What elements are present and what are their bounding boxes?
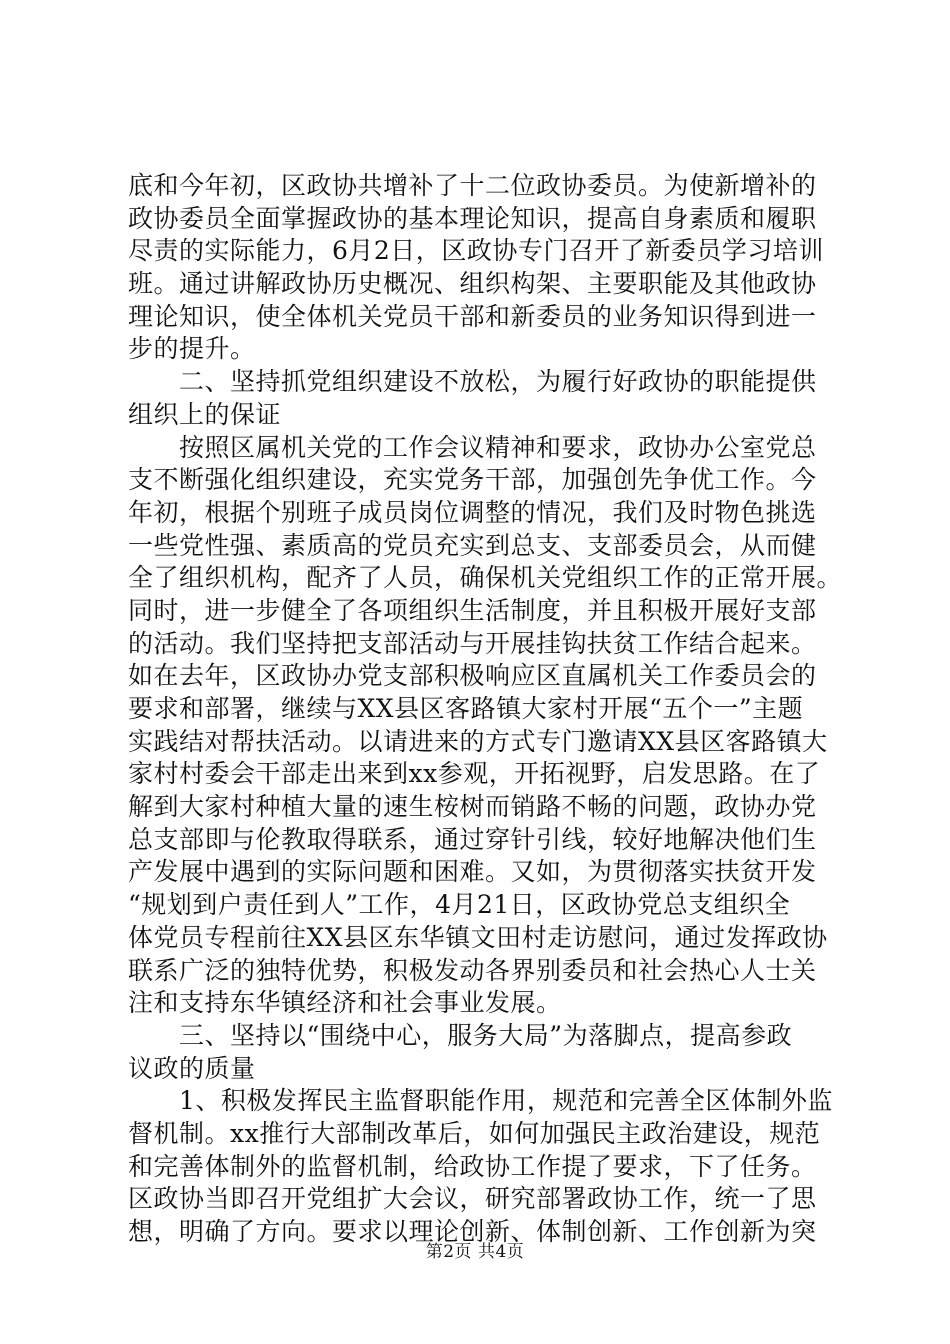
text-line: 家村村委会干部走出来到xx参观，开拓视野，启发思路。在了: [128, 759, 821, 789]
text-line: 1、积极发挥民主监督职能作用，规范和完善全区体制外监: [128, 1086, 833, 1116]
text-line: 如在去年，区政协办党支部积极响应区直属机关工作委员会的: [128, 661, 817, 691]
text-line: 步的提升。: [128, 334, 256, 364]
text-line: 联系广泛的独特优势，积极发动各界别委员和社会热心人士关: [128, 955, 817, 985]
text-line: 支不断强化组织建设，充实党务干部，加强创先争优工作。今: [128, 465, 817, 495]
text-line: 解到大家村种植大量的速生桉树而销路不畅的问题，政协办党: [128, 792, 817, 822]
text-line: 组织上的保证: [128, 399, 282, 429]
text-line: 产发展中遇到的实际问题和困难。又如，为贯彻落实扶贫开发: [128, 857, 817, 887]
page-footer: 第2页 共4页: [425, 1242, 525, 1262]
text-line: 二、坚持抓党组织建设不放松，为履行好政协的职能提供: [128, 367, 817, 397]
text-line: 实践结对帮扶活动。以请进来的方式专门邀请XX县区客路镇大: [128, 726, 828, 756]
text-line: 的活动。我们坚持把支部活动与开展挂钩扶贫工作结合起来。: [128, 628, 817, 658]
text-line: “规划到户责任到人”工作，4月21日，区政协党总支组织全: [128, 890, 791, 920]
text-line: 体党员专程前往XX县区东华镇文田村走访慰问，通过发挥政协: [128, 922, 828, 952]
text-line: 年初，根据个别班子成员岗位调整的情况，我们及时物色挑选: [128, 497, 817, 527]
text-line: 班。通过讲解政协历史概况、组织构架、主要职能及其他政协: [128, 269, 817, 299]
text-line: 按照区属机关党的工作会议精神和要求，政协办公室党总: [128, 432, 817, 462]
text-line: 督机制。xx推行大部制改革后，如何加强民主政治建设，规范: [128, 1118, 821, 1148]
text-line: 全了组织机构，配齐了人员，确保机关党组织工作的正常开展。: [128, 563, 843, 593]
text-line: 同时，进一步健全了各项组织生活制度，并且积极开展好支部: [128, 595, 817, 625]
text-line: 想，明确了方向。要求以理论创新、体制创新、工作创新为突: [128, 1217, 817, 1246]
text-line: 底和今年初，区政协共增补了十二位政协委员。为使新增补的: [128, 171, 817, 200]
text-line: 要求和部署，继续与XX县区客路镇大家村开展“五个一”主题: [128, 694, 804, 723]
text-line: 三、坚持以“围绕中心，服务大局”为落脚点，提高参政: [128, 1020, 793, 1050]
text-line: 区政协当即召开党组扩大会议，研究部署政协工作，统一了思: [128, 1184, 817, 1214]
text-line: 和完善体制外的监督机制，给政协工作提了要求，下了任务。: [128, 1151, 817, 1181]
text-line: 总支部即与伦教取得联系，通过穿针引线，较好地解决他们生: [128, 824, 817, 854]
text-line: 政协委员全面掌握政协的基本理论知识，提高自身素质和履职: [128, 203, 817, 233]
text-line: 注和支持东华镇经济和社会事业发展。: [128, 988, 562, 1018]
document-body: [128, 170, 843, 1249]
text-line: 尽责的实际能力，6月2日，区政协专门召开了新委员学习培训: [128, 236, 824, 266]
text-line: 一些党性强、素质高的党员充实到总支、支部委员会，从而健: [128, 530, 817, 560]
text-line: 议政的质量: [128, 1053, 256, 1083]
text-line: 理论知识，使全体机关党员干部和新委员的业务知识得到进一: [128, 301, 817, 331]
